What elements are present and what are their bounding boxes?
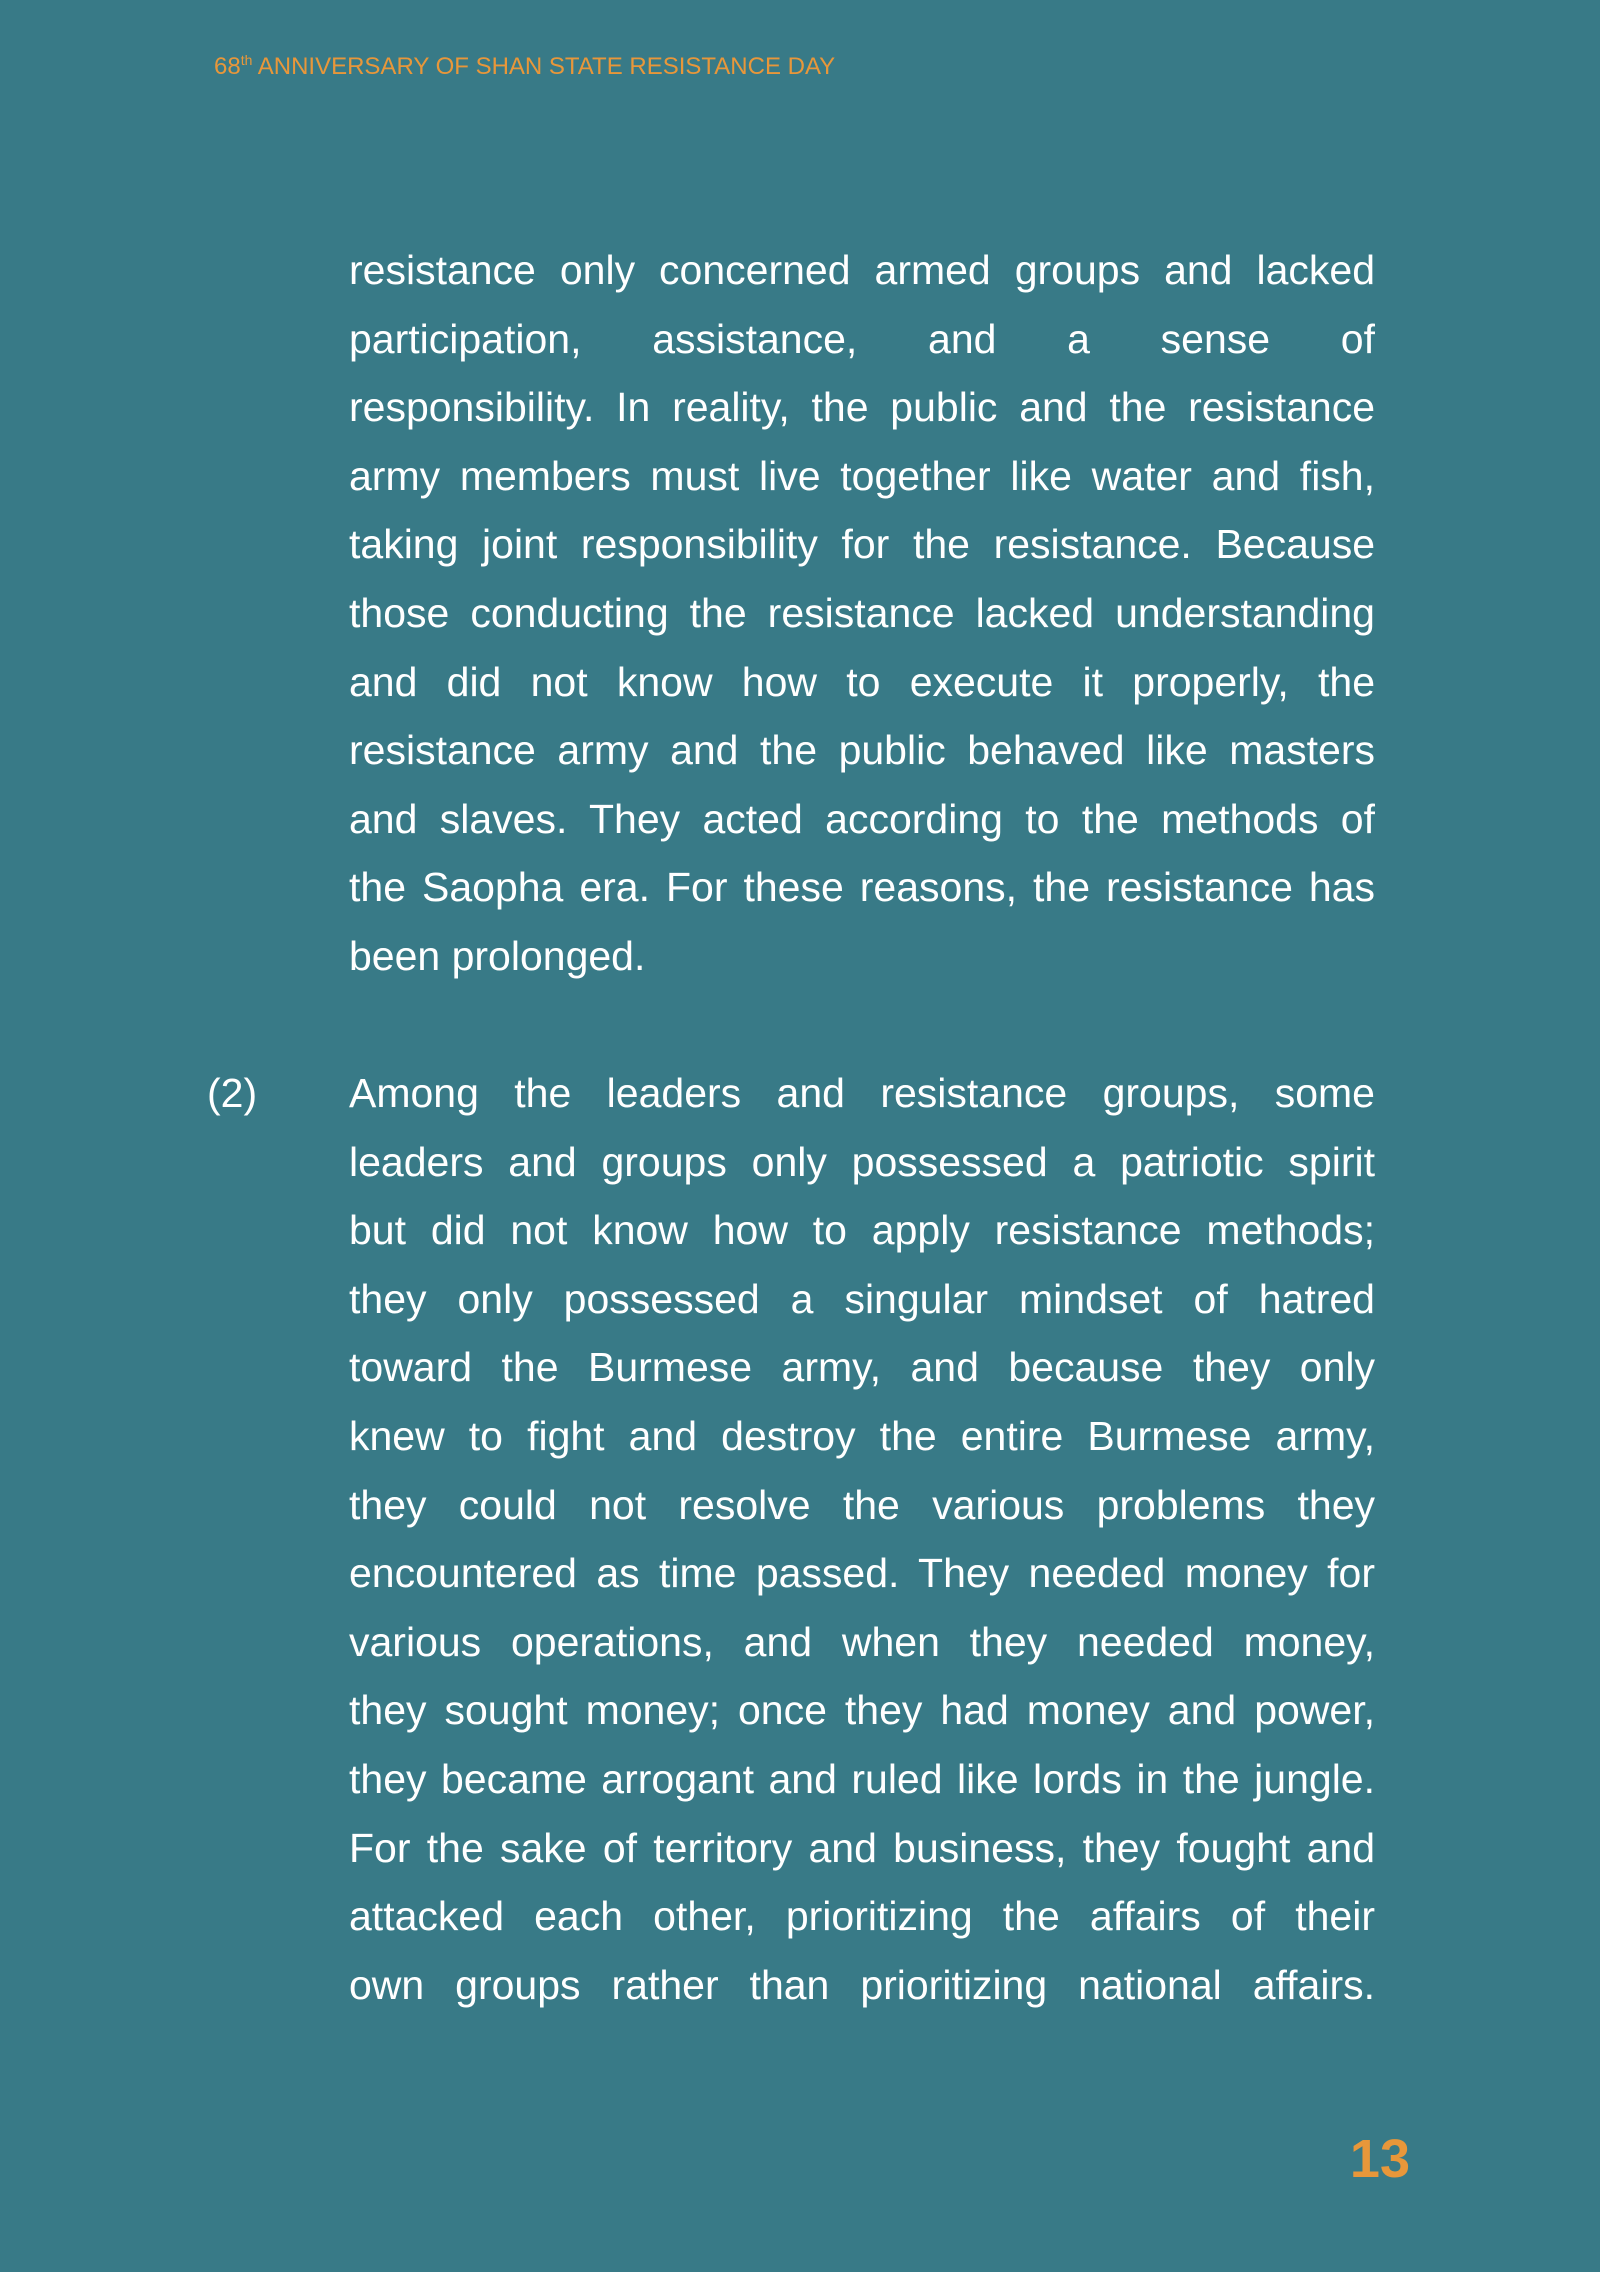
paragraph-line: they could not resolve the various problems they xyxy=(349,1481,1375,1528)
running-header xyxy=(214,52,835,81)
header-number: 68 xyxy=(214,53,241,80)
paragraph-line: and slaves. They acted according to the methods of xyxy=(349,795,1375,842)
paragraph-1 xyxy=(349,236,1375,991)
paragraph-line: they became arrogant and ruled like lords in the jungle. xyxy=(349,1755,1375,1802)
paragraph-line: knew to fight and destroy the entire Burmese army, xyxy=(349,1412,1375,1459)
header-ordinal-suffix: th xyxy=(240,52,253,68)
paragraph-line: taking joint responsibility for the resistance. Because xyxy=(349,521,1375,568)
paragraph-number: (2) xyxy=(207,1070,258,1116)
paragraph-line: army members must live together like water and fish, xyxy=(349,452,1375,499)
paragraph-line: those conducting the resistance lacked understanding xyxy=(349,589,1375,636)
paragraph-line: resistance only concerned armed groups and lacked xyxy=(349,247,1375,293)
paragraph-line: toward the Burmese army, and because they only xyxy=(349,1344,1375,1391)
paragraph-line: been prolonged. xyxy=(349,932,646,979)
paragraph-line: resistance army and the public behaved like masters xyxy=(349,727,1375,774)
paragraph-line: responsibility. In reality, the public and the resistance xyxy=(349,384,1375,431)
paragraph-line: but did not know how to apply resistance methods; xyxy=(349,1207,1375,1254)
page-number: 13 xyxy=(1349,2129,1410,2189)
header-title: ANNIVERSARY OF SHAN STATE RESISTANCE DAY xyxy=(257,53,836,80)
paragraph-line: attacked each other, prioritizing the affairs of their xyxy=(349,1893,1375,1940)
paragraph-line: Among the leaders and resistance groups, some xyxy=(349,1070,1375,1116)
paragraph-line: own groups rather than prioritizing national affairs. xyxy=(349,1961,1375,2008)
paragraph-line: and did not know how to execute it properly, the xyxy=(349,658,1375,705)
paragraph-line: leaders and groups only possessed a patriotic spirit xyxy=(349,1138,1375,1185)
paragraph-2 xyxy=(349,1059,1375,2019)
paragraph-line: For the sake of territory and business, they fought and xyxy=(349,1824,1375,1871)
paragraph-line: they only possessed a singular mindset of hatred xyxy=(349,1275,1375,1322)
paragraph-line: they sought money; once they had money and power, xyxy=(349,1687,1375,1734)
paragraph-line: various operations, and when they needed money, xyxy=(349,1618,1375,1665)
paragraph-line: participation, assistance, and a sense of xyxy=(349,315,1375,362)
paragraph-line: encountered as time passed. They needed money for xyxy=(349,1550,1375,1597)
paragraph-line: the Saopha era. For these reasons, the resistance has xyxy=(349,864,1375,911)
